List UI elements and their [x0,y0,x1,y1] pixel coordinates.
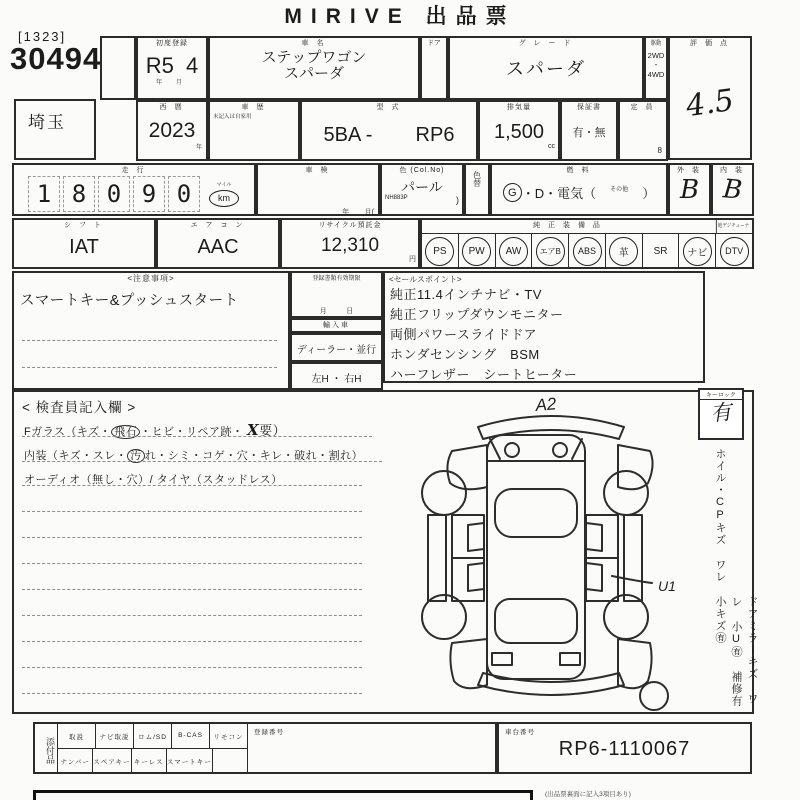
history-label: 車 歴 [241,104,267,111]
page-title: MIRIVE 出品票 [284,5,516,28]
drive-2wd: 2WD [647,51,665,60]
car-name-cell [208,36,420,100]
import-car-cell [290,318,383,333]
doc-expiry-cell [290,271,383,318]
stamp-circle [640,682,668,710]
cautions-box [12,271,290,390]
shift-cell [12,218,156,269]
mileage-label: 走 行 [121,167,147,174]
attach-keyless: キーレス [132,749,167,773]
displacement-label: 排気量 [507,104,531,111]
drive-dot: ・ [652,62,660,69]
tuner-label: 地デジチューナー [716,220,750,233]
first-registration-unit: 年 月 [156,80,188,87]
attach-number-plate: ナンバー [58,749,93,773]
attach-rom-sd: ロム/SD [134,724,172,748]
first-registration-value: R5 4 [145,53,199,78]
chassis-number-label: 車台番号 [505,729,535,736]
fuel-close-paren: ） [642,186,656,201]
shaken-cell [256,163,380,216]
mileage-cell [12,163,256,216]
model-code-prefix: 5BA - [323,124,373,146]
sales-point-item: ハーフレザー シートヒーター [390,367,578,382]
color-code: NH883P [385,194,408,201]
equip-airbag: エアB [531,234,568,268]
lot-auction-number: 30494 [10,41,102,76]
grade-label: グ レ ー ド [518,40,574,47]
attach-bcas: B-CAS [172,724,210,748]
color-value: パール [401,179,443,195]
equip-abs: ABS [568,234,605,268]
drive-type-cell [644,36,668,100]
key-lock-label: キーロック [700,390,742,400]
car-name-label: 車 名 [301,40,327,47]
grade-value: スパーダ [506,59,586,79]
aircon-value: AAC [197,236,239,258]
rear-window [495,599,577,643]
color-change-cell [464,163,490,216]
aircon-label: エ ア コ ン [190,222,246,229]
mileage-digit: 0 [98,176,130,212]
doc-expiry-unit: 月 日 [319,308,354,315]
fglass-circled-stonechip: 飛石 [111,425,140,439]
year-unit: 年 [195,145,202,152]
color-change-label: 色替 [472,171,482,187]
sales-point-item: 両側パワースライドドア [390,327,538,342]
attach-spare-key: スペアキー [93,749,131,773]
color-label: 色 (Col.No) [399,167,445,174]
wheel-front-left [422,471,466,515]
attach-manual: 取説 [58,724,96,748]
capacity-value: 8 [657,146,662,155]
mileage-km-badge: km [209,190,239,207]
prefecture-label: 埼玉 [28,113,66,132]
first-registration-label: 初度登録 [156,40,188,47]
equip-leather: 革 [605,234,642,268]
wheel-front-right [604,471,648,515]
damage-mark-front: A2 [534,394,558,415]
first-registration-cell [136,36,208,100]
recycle-fee-cell [280,218,420,269]
handle-position-label: 左H ・ 右H [311,374,362,385]
fuel-cell [490,163,668,216]
recycle-fee-label: リサイクル預託金 [318,222,382,229]
grade-cell [448,36,644,100]
lot-bracket-number: [1323] [18,29,67,44]
windshield [495,489,577,537]
capacity-label: 定 員 [630,104,656,111]
exterior-grade-label: 外 装 [677,167,702,174]
color-paren: ) [456,194,459,205]
attachments-box [33,722,497,774]
shaken-label: 車 検 [305,167,331,174]
score-label: 評 価 点 [690,40,730,47]
year-value: 2023 [148,119,196,142]
chassis-number-value: RP6-1110067 [558,738,691,760]
capacity-cell [618,100,668,161]
drive-4wd: 4WD [647,70,665,79]
shift-value: IAT [69,236,99,258]
registration-number-label: 登録番号 [254,729,284,736]
year-cell [136,100,208,161]
equipment-label: 純 正 装 備 品 [533,222,603,229]
mileage-digit: 9 [133,176,165,212]
mileage-digit: 0 [168,176,200,212]
interior-circled-dirt: 汚 [127,449,145,463]
model-code-label: 型 式 [376,104,402,111]
history-cell [208,100,300,161]
model-code-value: RP6 [415,124,455,146]
equip-aw: AW [495,234,532,268]
attach-remote: リモコン [210,724,248,748]
mileage-digit: 1 [28,176,60,212]
side-note-wheel: ホイル・CPキズ ワレ 小キズ㊒ [714,448,726,644]
dealer-parallel-label: ディーラー・並行 [296,345,377,356]
warranty-cell [560,100,618,161]
door-cell [420,36,448,100]
equip-sr: SR [642,234,679,268]
damage-mark-side: U1 [658,578,676,594]
recycle-fee-unit: 円 [409,255,416,263]
car-damage-diagram [402,393,700,715]
equip-dtv: DTV [715,234,752,268]
cautions-text: スマートキー&プッシュスタート [20,293,239,309]
attach-navi-manual: ナビ取説 [96,724,134,748]
interior-grade-value: B [721,174,744,206]
row1-spacer-cell [100,36,136,100]
car-name-line1: ステップワゴン [261,49,367,66]
equip-navi: ナビ [678,234,715,268]
shaken-unit: 年 月( [342,209,374,216]
attach-blank-cell [213,749,248,773]
next-page-edge [33,790,533,800]
warranty-value: 有・無 [572,127,606,139]
exterior-grade-value: B [679,175,700,205]
attachments-label: 添付品 [35,724,58,772]
history-note: 未記入は自家用 [213,114,252,120]
aircon-cell [156,218,280,269]
equipment-cell [420,218,754,269]
score-cell [668,36,752,160]
fuel-label: 燃 料 [566,167,592,174]
key-lock-value: 有 [709,399,733,427]
doc-expiry-label: 登録書類有効期限 [312,276,361,282]
import-car-label: 輸入車 [323,322,350,329]
sales-point-item: 純正フリップダウンモニター [390,307,564,322]
interior-grade-cell [711,163,754,216]
displacement-value: 1,500 [493,121,545,143]
warranty-label: 保証書 [577,104,601,111]
fuel-gasoline-circled: G [503,183,522,202]
model-code-cell [300,100,478,161]
sales-point-item: 純正11.4インチナビ・TV [390,287,542,302]
dealer-parallel-cell [290,333,383,362]
attach-smart-key: スマートキー [167,749,213,773]
cautions-label: <注意事項> [127,274,175,283]
color-cell [380,163,464,216]
displacement-cell [478,100,560,161]
side-note-mirror: ドアミラーキズ ワレ 小U㊒ 補修有 [730,596,758,707]
fuel-other-label: その他 [610,187,629,193]
sales-points-label: <セールスポイント> [389,275,462,284]
handle-position-cell [290,362,383,390]
drive-type-label: 駆動 [650,41,662,47]
exterior-grade-cell [668,163,711,216]
audio-tire-text: オーディオ（無し・穴）/ タイヤ（スタッドレス） [24,474,283,486]
shift-label: シ フ ト [64,222,104,229]
interior-text: 内装（キズ・スレ・ [24,450,128,462]
fglass-text: Fガラス（キズ・ [24,426,112,438]
car-name-line2: スパーダ [283,64,344,82]
key-lock-box [698,388,744,440]
mileage-digit: 8 [63,176,95,212]
inspector-box: < 検査員記入欄 > Fガラス（キズ・ 飛石 ・ヒビ・リペア跡・ X要） 内装（キズ・スレ・ 汚 れ・シミ・コゲ・穴・キレ・破れ・割れ） オーディオ（無し・穴）/ タイヤ（スタッドレス） [12,390,754,714]
door-label: ドア [427,40,441,47]
inspector-label: < 検査員記入欄 > [22,400,137,415]
footer-note: (出品票裏面に記入3項目あり) [545,791,631,798]
equip-pw: PW [458,234,495,268]
score-value: 4.5 [683,82,737,125]
year-label: 西 暦 [159,104,185,111]
displacement-unit: cc [548,143,555,150]
chassis-number-box [497,722,752,774]
interior-grade-label: 内 装 [720,167,745,174]
prefecture-box [14,99,96,160]
fuel-options: ・D・電気（ [521,186,597,201]
recycle-fee-value: 12,310 [320,235,380,256]
side-notes [704,448,760,712]
sales-points-box [383,271,705,383]
equip-ps: PS [422,234,458,268]
sales-point-item: ホンダセンシング BSM [390,347,540,362]
mileage-mile-note: マイル [216,182,232,188]
fglass-handwritten-x: X [247,421,260,439]
rear-bumper [478,673,624,695]
